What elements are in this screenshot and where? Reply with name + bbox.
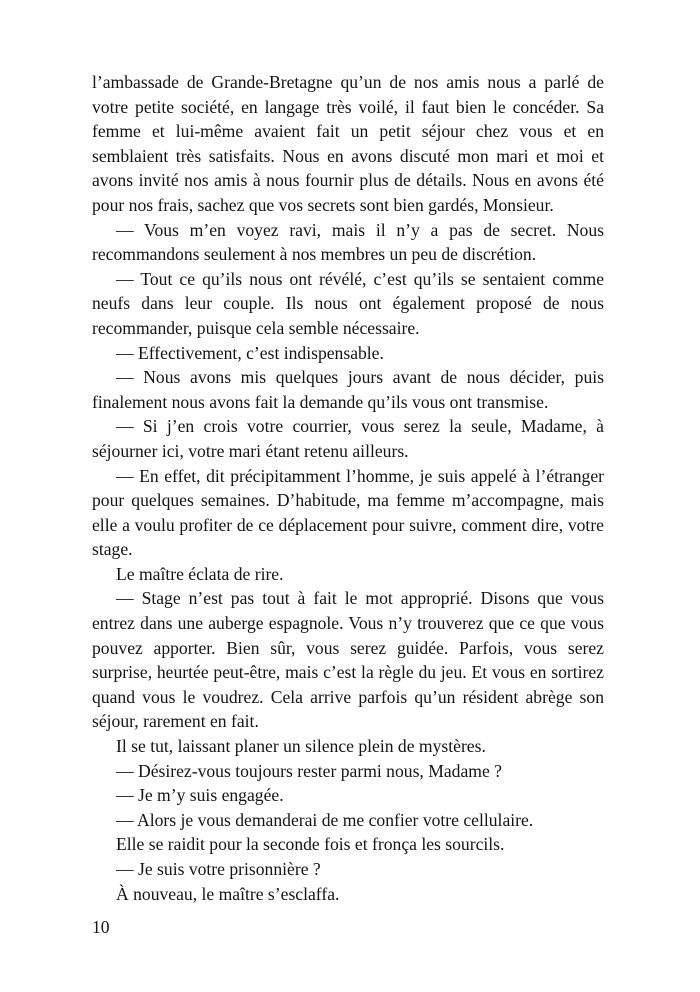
paragraph: Le maître éclata de rire.	[116, 563, 284, 584]
paragraph: — Désirez-vous toujours rester parmi nous, Madame ?	[116, 760, 502, 781]
paragraph: — Tout ce qu’ils nous ont révélé, c’est qu’ils se sentaient comme neufs dans leur couple. Ils nous ont également proposé de nous recommander, puisque cela semble nécessaire.	[92, 268, 604, 338]
page-number: 10	[92, 917, 110, 937]
page-body	[92, 70, 604, 906]
paragraph: — Stage n’est pas tout à fait le mot approprié. Disons que vous entrez dans une auberge espagnole. Vous n’y trouverez que ce que vous pouvez apporter. Bien sûr, vous serez guidée. Parfois, vous serez surprise, heurtée peut-être, mais c’est la règle du jeu. Et vous en sortirez quand vous le voudrez. Cela arrive parfois qu’un résident abrège son séjour, rarement en fait.	[92, 588, 604, 732]
paragraph: — Je m’y suis engagée.	[116, 785, 284, 806]
paragraph: Elle se raidit pour la seconde fois et fronça les sourcils.	[116, 834, 505, 855]
paragraph: l’ambassade de Grande-Bretagne qu’un de nos amis nous a parlé de votre petite société, en langage très voilé, il faut bien le concéder. Sa femme et lui-même avaient fait un petit séjour chez vous et en semblaient très satisfaits. Nous en avons discuté mon mari et moi et avons invité nos amis à nous fournir plus de détails. Nous en avons été pour nos frais, sachez que vos secrets sont bien gardés, Monsieur.	[92, 72, 604, 215]
paragraph: — Nous avons mis quelques jours avant de nous décider, puis finalement nous avons fait la demande qu’ils vous ont transmise.	[92, 367, 604, 412]
paragraph: — Effectivement, c’est indispensable.	[116, 342, 384, 363]
paragraph: — Vous m’en voyez ravi, mais il n’y a pas de secret. Nous recommandons seulement à nos membres un peu de discrétion.	[92, 219, 604, 265]
paragraph: — Je suis votre prisonnière ?	[116, 859, 321, 879]
paragraph: À nouveau, le maître s’esclaffa.	[116, 883, 340, 904]
paragraph: — Alors je vous demanderai de me confier votre cellulaire.	[116, 809, 534, 830]
paragraph: Il se tut, laissant planer un silence plein de mystères.	[116, 736, 486, 757]
paragraph: — Si j’en crois votre courrier, vous serez la seule, Madame, à séjourner ici, votre mari étant retenu ailleurs.	[92, 416, 604, 461]
paragraph: — En effet, dit précipitamment l’homme, je suis appelé à l’étranger pour quelques semaines. D’habitude, ma femme m’accompagne, mais elle a voulu profiter de ce déplacement pour suivre, comment dire, votre stage.	[92, 465, 604, 560]
